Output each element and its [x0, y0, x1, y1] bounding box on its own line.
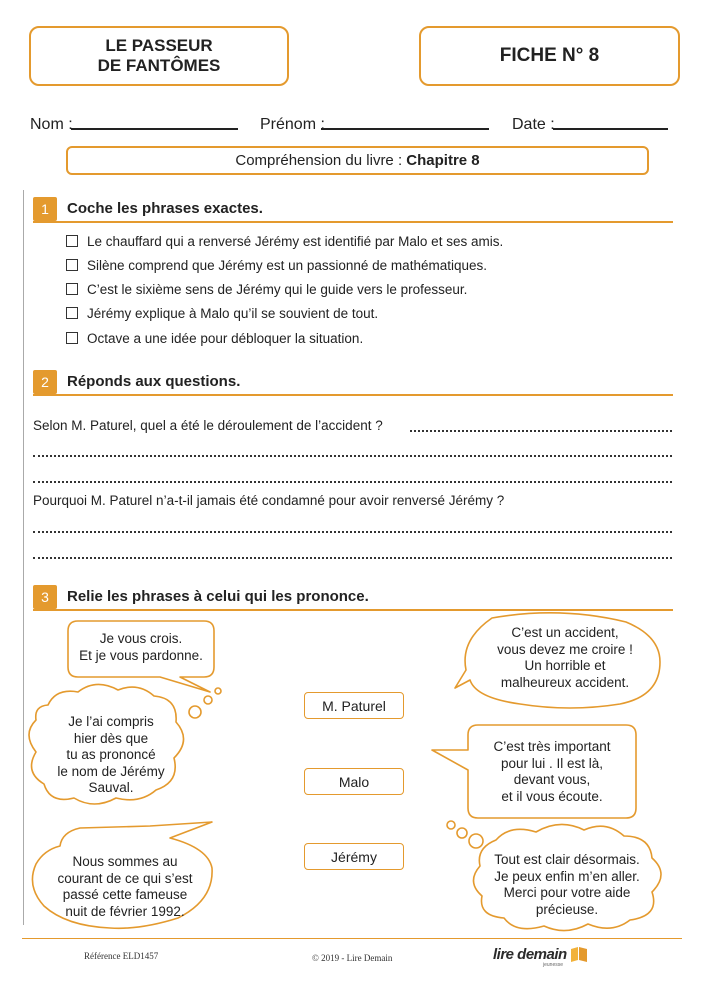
section-1-number: 1 — [33, 197, 57, 221]
logo-text: lire demain — [493, 946, 567, 963]
section-3-number: 3 — [33, 585, 57, 609]
bubble-1-text — [68, 631, 214, 664]
bubble-line: hier dès que — [73, 730, 149, 746]
bubble-line: Je peux enfin m’en aller. — [494, 868, 640, 884]
bubble-line: Tout est clair désormais. — [494, 852, 640, 867]
bubble-line: nuit de février 1992. — [65, 903, 185, 919]
bubble-line: et il vous écoute. — [501, 788, 603, 804]
footer-rule — [22, 938, 682, 939]
bubble-line: malheureux accident. — [500, 674, 630, 690]
bubble-line: Un horrible et — [524, 658, 606, 673]
checkbox[interactable] — [66, 332, 78, 344]
logo-subtext: jeunesse — [543, 962, 564, 968]
bubble-line: Nous sommes au — [72, 854, 178, 869]
nom-label: Nom : — [30, 116, 73, 133]
bubble-line: C’est un accident, — [511, 625, 619, 640]
bubble-4-text — [470, 625, 660, 691]
checkbox-label: Silène comprend que Jérémy est un passionné de mathématiques. — [87, 257, 487, 273]
fiche-number: FICHE N° 8 — [499, 45, 600, 66]
bubble-line: Je vous crois. — [99, 631, 183, 646]
bubble-line: Merci pour votre aide — [503, 885, 631, 900]
checkbox[interactable] — [66, 283, 78, 295]
speaker-malo[interactable]: Malo — [304, 768, 404, 795]
bubble-3-text — [40, 854, 210, 920]
date-label: Date : — [512, 116, 555, 133]
bubble-line: précieuse. — [535, 901, 599, 917]
footer-reference: Référence ELD1457 — [84, 951, 159, 961]
comprehension-prefix: Compréhension du livre : — [235, 152, 407, 169]
speaker-m-paturel[interactable]: M. Paturel — [304, 692, 404, 719]
checkbox-label: Octave a une idée pour débloquer la situation. — [87, 330, 364, 346]
lire-demain-logo — [493, 944, 603, 970]
date-field[interactable] — [553, 128, 668, 130]
checkbox-item[interactable] — [66, 304, 378, 322]
title-box — [29, 26, 289, 86]
section-2-number: 2 — [33, 370, 57, 394]
bubble-line: courant de ce qui s’est — [57, 870, 193, 886]
footer-copyright: © 2019 - Lire Demain — [312, 953, 393, 963]
prenom-label: Prénom : — [260, 116, 325, 133]
bubble-line: le nom de Jérémy — [57, 763, 165, 779]
bubble-line: vous devez me croire ! — [497, 641, 633, 657]
section-2-title: Réponds aux questions. — [67, 373, 241, 390]
checkbox-label: Le chauffard qui a renversé Jérémy est identifié par Malo et ses amis. — [87, 233, 504, 249]
answer-line[interactable] — [410, 430, 672, 432]
checkbox-item[interactable] — [66, 256, 487, 274]
checkbox-item[interactable] — [66, 280, 467, 298]
thought-dot — [189, 706, 201, 718]
thought-dot — [204, 696, 212, 704]
comprehension-chapter: Chapitre 8 — [406, 152, 480, 169]
answer-line[interactable] — [33, 455, 672, 457]
bubble-6-text — [482, 852, 652, 918]
checkbox[interactable] — [66, 259, 78, 271]
section-1-title: Coche les phrases exactes. — [67, 200, 263, 217]
thought-dot — [469, 834, 483, 848]
bubble-line: Et je vous pardonne. — [79, 647, 203, 663]
question-2: Pourquoi M. Paturel n’a-t-il jamais été condamné pour avoir renversé Jérémy ? — [33, 493, 505, 508]
bubble-2-text — [38, 714, 184, 797]
bubble-line: passé cette fameuse — [62, 887, 188, 902]
bubble-line: Sauval. — [88, 780, 134, 795]
checkbox-item[interactable] — [66, 232, 503, 250]
answer-line[interactable] — [33, 557, 672, 559]
section-3-title: Relie les phrases à celui qui les prononce. — [67, 588, 369, 605]
bubble-5-text — [468, 739, 636, 805]
nom-field[interactable] — [71, 128, 238, 130]
checkbox[interactable] — [66, 307, 78, 319]
answer-line[interactable] — [33, 481, 672, 483]
book-icon — [569, 945, 589, 963]
speaker-jeremy[interactable]: Jérémy — [304, 843, 404, 870]
prenom-field[interactable] — [321, 128, 489, 130]
section-2-header — [33, 370, 673, 396]
bubble-line: devant vous, — [513, 772, 591, 787]
section-1-header — [33, 197, 673, 223]
checkbox-label: C’est le sixième sens de Jérémy qui le guide vers le professeur. — [87, 281, 468, 297]
bubble-line: tu as prononcé — [66, 747, 156, 762]
comprehension-banner — [66, 146, 649, 175]
answer-line[interactable] — [33, 531, 672, 533]
thought-dot — [215, 688, 221, 694]
fiche-number-box — [419, 26, 680, 86]
thought-dot — [447, 821, 455, 829]
title-line-2: DE FANTÔMES — [97, 56, 221, 75]
bubble-line: C’est très important — [493, 739, 611, 754]
checkbox-item[interactable] — [66, 329, 363, 347]
checkbox[interactable] — [66, 235, 78, 247]
bubble-line: Je l’ai compris — [68, 714, 154, 729]
title-line-1: LE PASSEUR — [105, 36, 213, 55]
question-1: Selon M. Paturel, quel a été le déroulement de l’accident ? — [33, 418, 383, 433]
thought-dot — [457, 828, 467, 838]
bubble-line: pour lui . Il est là, — [500, 755, 604, 771]
checkbox-label: Jérémy explique à Malo qu’il se souvient de tout. — [87, 305, 379, 321]
